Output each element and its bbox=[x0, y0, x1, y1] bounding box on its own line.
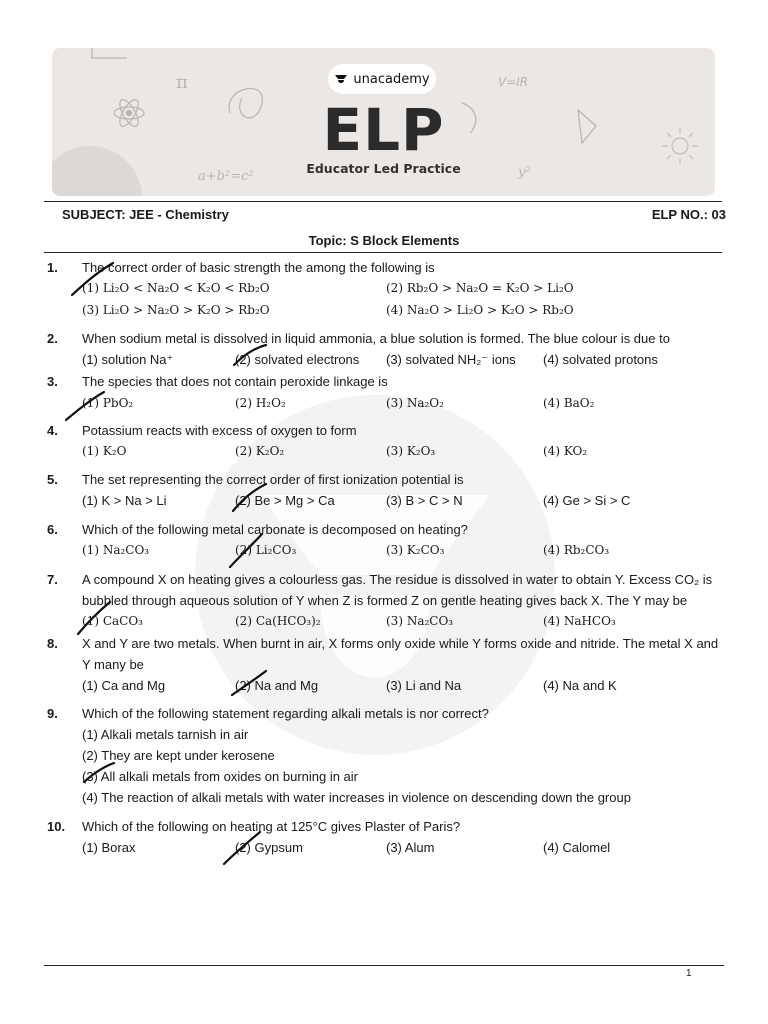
question-number: 7. bbox=[47, 572, 58, 587]
doodle-pi: π bbox=[176, 72, 188, 93]
option[interactable]: (2) Rb₂O > Na₂O = K₂O > Li₂O bbox=[386, 281, 574, 295]
option[interactable]: (4) Na₂O > Li₂O > K₂O > Rb₂O bbox=[386, 303, 574, 317]
option[interactable]: (4) NaHCO₃ bbox=[543, 614, 616, 628]
question-text: When sodium metal is dissolved in liquid ammonia, a blue solution is formed. The blue colour is due to bbox=[82, 331, 670, 346]
option[interactable]: (2) H₂O₂ bbox=[235, 396, 286, 410]
option[interactable]: (4) BaO₂ bbox=[543, 396, 595, 410]
question-text: Which of the following on heating at 125°C gives Plaster of Paris? bbox=[82, 819, 461, 834]
option[interactable]: (3) Li₂O > Na₂O > K₂O > Rb₂O bbox=[82, 303, 270, 317]
question-number: 1. bbox=[47, 260, 58, 275]
question-number: 8. bbox=[47, 636, 58, 651]
option[interactable]: (1) Borax bbox=[82, 840, 136, 855]
question-number: 9. bbox=[47, 706, 58, 721]
question-number: 6. bbox=[47, 522, 58, 537]
brand-name: unacademy bbox=[353, 71, 430, 87]
question-text: Potassium reacts with excess of oxygen to form bbox=[82, 423, 357, 438]
elp-number: ELP NO.: 03 bbox=[651, 207, 726, 222]
option[interactable]: (3) K₂CO₃ bbox=[386, 543, 445, 557]
option[interactable]: (1) solution Na⁺ bbox=[82, 352, 174, 367]
option[interactable]: (4) Na and K bbox=[543, 678, 617, 693]
doodle-formula: a+b²=c² bbox=[198, 169, 254, 184]
question-text-line1: X and Y are two metals. When burnt in air, X forms only oxide while Y forms oxide and nitride. The metal X and bbox=[82, 636, 719, 651]
option[interactable]: (1) K₂O bbox=[82, 444, 127, 458]
question-text-line2: bubbled through aqueous solution of Y when Z is formed Z on gentle heating gives back X. The Y may be bbox=[82, 593, 688, 608]
option[interactable]: (2) Na and Mg bbox=[235, 678, 319, 693]
header-bottom-divider bbox=[44, 252, 722, 253]
question-number: 5. bbox=[47, 472, 58, 487]
question-text-line2: Y many be bbox=[82, 657, 144, 672]
option[interactable]: (3) Na₂CO₃ bbox=[386, 614, 454, 628]
option[interactable]: (3) solvated NH₂⁻ ions bbox=[386, 352, 516, 367]
topic-title: Topic: S Block Elements bbox=[308, 233, 460, 248]
question-text: The correct order of basic strength the among the following is bbox=[82, 260, 435, 275]
header-top-divider bbox=[44, 201, 722, 202]
question-number: 2. bbox=[47, 331, 58, 346]
option[interactable]: (1) K > Na > Li bbox=[82, 493, 167, 508]
question-number: 3. bbox=[47, 374, 58, 389]
question-text: Which of the following metal carbonate is decomposed on heating? bbox=[82, 522, 468, 537]
option[interactable]: (3) Li and Na bbox=[386, 678, 462, 693]
option[interactable]: (2) solvated electrons bbox=[235, 352, 360, 367]
option[interactable]: (4) Rb₂CO₃ bbox=[543, 543, 610, 557]
option[interactable]: (4) Ge > Si > C bbox=[543, 493, 631, 508]
doodle-y: y² bbox=[518, 165, 531, 180]
option[interactable]: (1) Na₂CO₃ bbox=[82, 543, 150, 557]
question-text-line1: A compound X on heating gives a colourless gas. The residue is dissolved in water to obtain Y. Excess CO₂ is bbox=[82, 572, 713, 587]
option[interactable]: (2) Be > Mg > Ca bbox=[235, 493, 335, 508]
option[interactable]: (2) Gypsum bbox=[235, 840, 303, 855]
elp-title: ELP bbox=[322, 96, 445, 164]
option[interactable]: (1) PbO₂ bbox=[82, 396, 134, 410]
option[interactable]: (1) Ca and Mg bbox=[82, 678, 166, 693]
doodle-vir: V=IR bbox=[498, 75, 529, 89]
option[interactable]: (3) Alum bbox=[386, 840, 435, 855]
option[interactable]: (3) K₂O₃ bbox=[386, 444, 436, 458]
option[interactable]: (3) Na₂O₂ bbox=[386, 396, 444, 410]
option[interactable]: (3) B > C > N bbox=[386, 493, 463, 508]
elp-banner bbox=[52, 48, 715, 196]
option[interactable]: (2) K₂O₂ bbox=[235, 444, 285, 458]
option[interactable]: (3) All alkali metals from oxides on burning in air bbox=[82, 769, 359, 784]
elp-subtitle: Educator Led Practice bbox=[306, 161, 461, 176]
page-number: 1 bbox=[686, 968, 692, 979]
option[interactable]: (4) Calomel bbox=[543, 840, 611, 855]
option[interactable]: (2) Ca(HCO₃)₂ bbox=[235, 614, 321, 628]
option[interactable]: (4) The reaction of alkali metals with water increases in violence on descending down the group bbox=[82, 790, 631, 805]
question-number: 4. bbox=[47, 423, 58, 438]
footer-divider bbox=[44, 965, 724, 966]
option[interactable]: (2) They are kept under kerosene bbox=[82, 748, 275, 763]
question-number: 10. bbox=[47, 819, 66, 834]
option[interactable]: (4) solvated protons bbox=[543, 352, 658, 367]
unacademy-logo-icon bbox=[334, 72, 348, 86]
subject-label: SUBJECT: JEE - Chemistry bbox=[62, 207, 229, 222]
option[interactable]: (2) Li₂CO₃ bbox=[235, 543, 297, 557]
question-text: Which of the following statement regarding alkali metals is nor correct? bbox=[82, 706, 489, 721]
option[interactable]: (1) Alkali metals tarnish in air bbox=[82, 727, 249, 742]
option[interactable]: (1) CaCO₃ bbox=[82, 614, 143, 628]
option[interactable]: (4) KO₂ bbox=[543, 444, 588, 458]
question-text: The set representing the correct order of first ionization potential is bbox=[82, 472, 464, 487]
unacademy-logo bbox=[328, 64, 436, 94]
option[interactable]: (1) Li₂O < Na₂O < K₂O < Rb₂O bbox=[82, 281, 270, 295]
question-text: The species that does not contain peroxide linkage is bbox=[82, 374, 388, 389]
